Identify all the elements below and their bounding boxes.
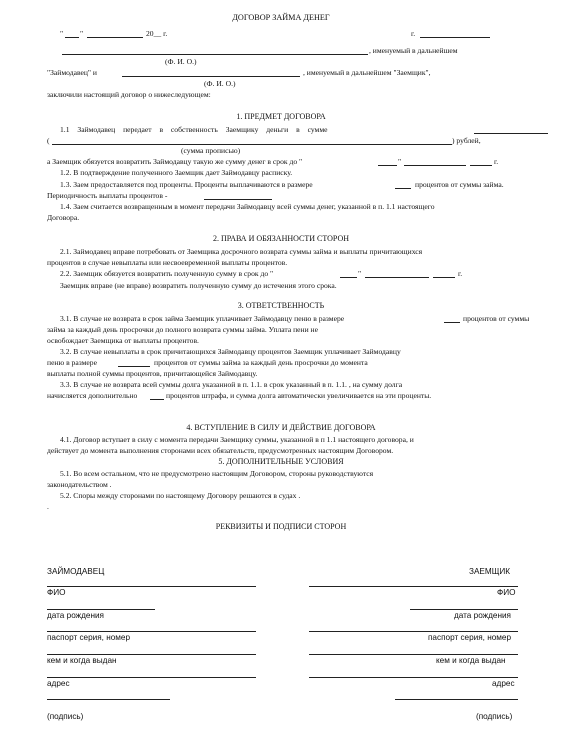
loan-amount-blank: [474, 133, 548, 134]
fio-hint-1: (Ф. И. О.): [165, 57, 197, 66]
s2-return-month-blank: [365, 277, 429, 278]
city-blank: [420, 37, 490, 38]
s1-p11-line3: а Заемщик обязуется возвратить Займодавцу такую же сумму денег в срок до ": [47, 157, 303, 166]
lender-signature-label: (подпись): [47, 712, 84, 721]
s1-p11-quote: ": [398, 157, 402, 166]
interest-penalty-blank: [118, 366, 150, 367]
amount-words-hint: (сумма прописью): [181, 146, 241, 155]
lender-birth-label: дата рождения: [47, 611, 104, 620]
date-quote-open: ": [60, 29, 64, 38]
s2-p21-line2: процентов в случае невыплаты или несвоевременной выплаты процентов.: [47, 258, 288, 267]
lender-line-6: [47, 699, 170, 700]
s3-p33-line1: 3.3. В случае не возврата всей суммы долга указанной в п. 1.1. в срок указанный в п. 1.1. , на сумму долга: [60, 380, 403, 389]
borrower-signature-label: (подпись): [476, 712, 513, 721]
borrower-line-6: [395, 699, 518, 700]
borrower-birth-label: дата рождения: [454, 611, 511, 620]
borrower-line-3: [309, 631, 518, 632]
return-year-blank: [470, 165, 492, 166]
s4-p41-line1: 4.1. Договор вступает в силу с момента передачи Заемщику суммы, указанной в п 1.1 настоящего договора, и: [60, 435, 414, 444]
s2-p23: Заемщик вправе (не вправе) возвратить полученную сумму до истечения этого срока.: [60, 281, 337, 290]
city-label: г.: [411, 29, 416, 38]
lender-quoted: "Займодавец" и: [47, 68, 97, 77]
party1-suffix: , именуемый в дальнейшем: [369, 46, 458, 55]
s2-p22-year: г.: [458, 269, 463, 278]
s3-p31-line1-end: процентов от суммы: [463, 314, 530, 323]
s1-p14-line1: 1.4. Заем считается возвращенным в момент передачи Займодавцу всей суммы денег, указанной в п. 1.1 настоящего: [60, 202, 435, 211]
s3-p32-line2-end: процентов от суммы займа за каждый день просрочки до момента: [154, 358, 368, 367]
intro-text: заключили настоящий договор о нижеследующем:: [47, 90, 211, 99]
lender-issued-label: кем и когда выдан: [47, 656, 117, 665]
borrower-line-1: [309, 586, 518, 587]
lender-passport-label: паспорт серия, номер: [47, 633, 131, 642]
s4-p41-line2: действует до момента выполнения сторонами всех обязательств, предусмотренных настоящим Договором.: [47, 446, 394, 455]
interest-period-blank: [204, 199, 272, 200]
date-quote-close: ": [80, 29, 84, 38]
s1-p11-rubles: ) рублей,: [452, 136, 481, 145]
s3-p31-line3: освобождает Заемщика от выплаты процентов.: [47, 336, 199, 345]
party2-suffix: , именуемый в дальнейшем "Заемщик",: [303, 68, 431, 77]
interest-rate-blank: [395, 188, 411, 189]
loan-amount-words-blank: [52, 144, 452, 145]
s3-p31-line1: 3.1. В случае не возврата в срок займа Заемщик уплачивает Займодавцу пеню в размере: [60, 314, 345, 323]
s5-p51-line1: 5.1. Во всем остальном, что не предусмотрено настоящим Договором, стороны руководствуются: [60, 469, 374, 478]
borrower-fio-label: ФИО: [497, 588, 516, 597]
s1-p11-line1: 1.1 Займодавец передает в собственность Заемщику деньги в сумме: [60, 125, 328, 134]
document-title: ДОГОВОР ЗАЙМА ДЕНЕГ: [232, 13, 330, 22]
s3-p33-line2-start: начисляется дополнительно: [47, 391, 138, 400]
s1-p11-year: г.: [494, 157, 499, 166]
borrower-line-2: [410, 609, 518, 610]
section3-heading: 3. ОТВЕТСТВЕННОСТЬ: [237, 301, 325, 310]
borrower-issued-label: кем и когда выдан: [436, 656, 506, 665]
s1-p13-line2: Периодичность выплаты процентов -: [47, 191, 168, 200]
s5-p52: 5.2. Споры между сторонами по настоящему Договору решаются в судах .: [60, 491, 301, 500]
borrower-address-label: адрес: [492, 679, 515, 688]
lender-line-5: [47, 677, 256, 678]
section2-heading: 2. ПРАВА И ОБЯЗАННОСТИ СТОРОН: [212, 234, 350, 243]
lender-fio-label: ФИО: [47, 588, 66, 597]
s5-p51-line2: законодательством .: [47, 480, 112, 489]
signatures-heading: РЕКВИЗИТЫ И ПОДПИСИ СТОРОН: [215, 522, 347, 531]
s2-return-year-blank: [433, 277, 455, 278]
date-year: 20__ г.: [146, 29, 168, 38]
lender-title: ЗАЙМОДАВЕЦ: [47, 567, 105, 576]
lender-address-label: адрес: [47, 679, 70, 688]
lender-line-1: [47, 586, 256, 587]
s1-p12: 1.2. В подтверждение полученного Заемщик дает Займодавцу расписку.: [60, 168, 293, 177]
return-month-blank: [404, 165, 466, 166]
borrower-passport-label: паспорт серия, номер: [428, 633, 512, 642]
section1-heading: 1. ПРЕДМЕТ ДОГОВОРА: [236, 112, 326, 121]
fine-rate-blank: [150, 399, 164, 400]
s2-p21-line1: 2.1. Займодавец вправе потребовать от Заемщика досрочного возврата суммы займа и выплаты причитающихся: [60, 247, 423, 256]
s3-p33-line2-end: процентов штрафа, и сумма долга автоматически увеличивается на эти проценты.: [166, 391, 432, 400]
s3-p31-line2: займа за каждый день просрочки до полного возврата суммы займа. Уплата пени не: [47, 325, 318, 334]
s2-p22-quote: ": [358, 269, 362, 278]
return-day-blank: [378, 165, 397, 166]
s3-p32-line1: 3.2. В случае невыплаты в срок причитающихся Займодавцу процентов Заемщик уплачивает Займодавцу: [60, 347, 401, 356]
borrower-line-5: [309, 677, 518, 678]
lender-line-4: [47, 654, 256, 655]
party1-name-blank: [62, 54, 368, 55]
s1-p11-paren: (: [47, 136, 50, 145]
fio-hint-2: (Ф. И. О.): [204, 79, 236, 88]
s3-p32-line2-start: пеню в размере: [47, 358, 97, 367]
borrower-line-4: [309, 654, 518, 655]
penalty-rate-blank: [444, 322, 460, 323]
section4-heading: 4. ВСТУПЛЕНИЕ В СИЛУ И ДЕЙСТВИЕ ДОГОВОРА: [186, 423, 376, 432]
s5-trailing-dot: .: [47, 502, 49, 511]
date-month-blank: [87, 37, 143, 38]
s3-p32-line3: выплаты полной суммы процентов, причитающейся Займодавцу.: [47, 369, 258, 378]
lender-line-3: [47, 631, 256, 632]
s2-return-day-blank: [340, 277, 357, 278]
s2-p22: 2.2. Заемщик обязуется возвратить полученную сумму в срок до ": [60, 269, 274, 278]
s1-p13-line1-end: процентов от суммы займа.: [415, 180, 504, 189]
section5-heading: 5. ДОПОЛНИТЕЛЬНЫЕ УСЛОВИЯ: [218, 457, 344, 466]
date-day-blank: [65, 37, 79, 38]
borrower-title: ЗАЕМЩИК: [469, 567, 511, 576]
lender-line-2: [47, 609, 155, 610]
s1-p13-line1: 1.3. Заем предоставляется под проценты. Проценты выплачиваются в размере: [60, 180, 313, 189]
s1-p14-line2: Договора.: [47, 213, 80, 222]
party2-name-blank: [122, 76, 300, 77]
